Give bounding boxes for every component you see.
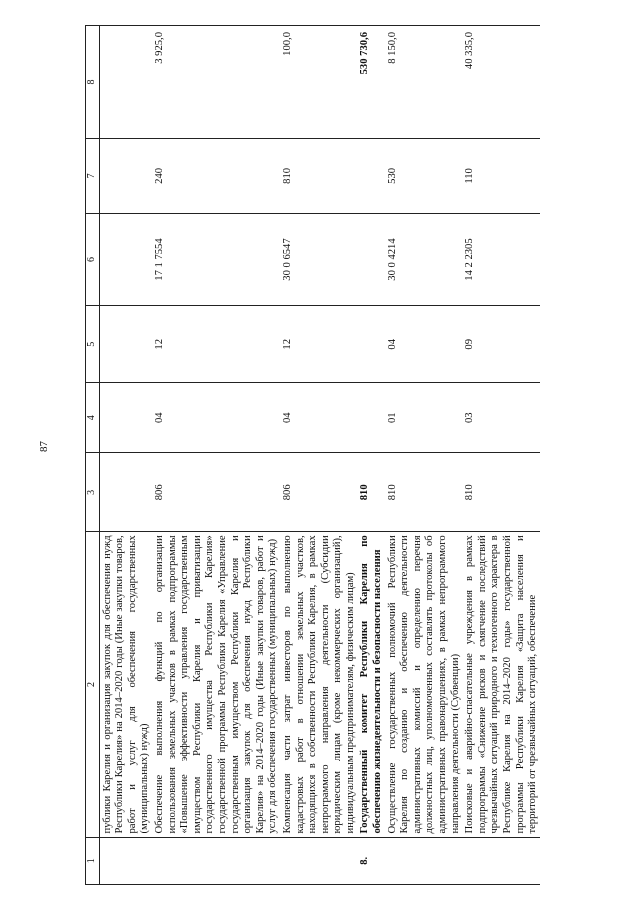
table-row [385,26,463,885]
cell-section: 01 [385,383,463,453]
cell-target: 17 1 7554 [152,213,280,306]
cell-code: 810 [357,453,384,532]
budget-table-page [85,25,600,885]
header-col-7: 7 [86,139,100,214]
column-number-header [86,26,100,885]
cell-target: 30 0 4214 [385,213,463,306]
row-number [385,837,463,884]
table-row-section [357,26,384,885]
header-col-5: 5 [86,306,100,383]
cell-expense-type: 240 [152,139,280,214]
page-number: 87 [38,441,50,452]
row-number [99,837,152,884]
cell-subsection [357,306,384,383]
row-description: Компенсация части затрат инвесторов по выполнению кадастровых работ в отношении земельных участков, находящихся в собственности Республики Карелия, в рамках непрограммого направления деятельности (Субсидии юридическим лицам (кроме некоммерческих организаций), индивидуальным предпринимателям, физическим лицам) [280,532,358,837]
cell-expense-type [357,139,384,214]
cell-target [357,213,384,306]
cell-expense-type: 530 [385,139,463,214]
cell-amount [99,26,152,139]
header-col-6: 6 [86,213,100,306]
header-col-8: 8 [86,26,100,139]
cell-section: 04 [280,383,358,453]
cell-amount: 40 335,0 [462,26,540,139]
cell-expense-type [99,139,152,214]
cell-subsection: 04 [385,306,463,383]
table-row [152,26,280,885]
row-number: 8. [357,837,384,884]
cell-code: 810 [462,453,540,532]
table-row [99,26,152,885]
cell-subsection [99,306,152,383]
cell-amount: 530 730,6 [357,26,384,139]
cell-section: 04 [152,383,280,453]
row-description: Государственный комитет Республики Карелия по обеспечению жизнедеятельности и безопасности населения [357,532,384,837]
header-col-4: 4 [86,383,100,453]
row-number [462,837,540,884]
cell-amount: 100,0 [280,26,358,139]
row-description: Осуществление государственных полномочий Республики Карелия по созданию и обеспечению деятельности административных комиссий и определению перечня должностных лиц, уполномоченных составлять протоколы об административных правонарушениях, в рамках непрограммого направления деятельности (Субвенции) [385,532,463,837]
cell-amount: 8 150,0 [385,26,463,139]
budget-table [85,25,540,885]
header-col-3: 3 [86,453,100,532]
cell-subsection: 12 [280,306,358,383]
cell-section [99,383,152,453]
row-description: Обеспечение выполнения функций по организации использования земельных участков в рамках подпрограммы «Повышение эффективности управления государственным имуществом Республики Карелия и приватизации государственного имущества Республики Карелия» государственной программы Республики Карелия «Управление государственным имуществом Республики Карелия и организация закупок для обеспечения нужд Республики Карелия» на 2014–2020 годы (Иные закупки товаров, работ и услуг для обеспечения государственных (муниципальных) нужд) [152,532,280,837]
cell-code [99,453,152,532]
cell-section: 03 [462,383,540,453]
cell-target [99,213,152,306]
cell-amount: 3 925,0 [152,26,280,139]
cell-code: 806 [152,453,280,532]
cell-code: 810 [385,453,463,532]
cell-section [357,383,384,453]
cell-target: 14 2 2305 [462,213,540,306]
table-row [280,26,358,885]
row-number [280,837,358,884]
header-col-1: 1 [86,837,100,884]
table-row [462,26,540,885]
cell-subsection: 09 [462,306,540,383]
row-number [152,837,280,884]
cell-subsection: 12 [152,306,280,383]
cell-expense-type: 810 [280,139,358,214]
cell-code: 806 [280,453,358,532]
cell-target: 30 0 6547 [280,213,358,306]
header-col-2: 2 [86,532,100,837]
row-description: Поисковые и аварийно-спасательные учреждения в рамках подпрограммы «Снижение рисков и смягчение последствий чрезвычайных ситуаций природного и техногенного характера в Республике Карелия на 2014–2020 годы» государственной программы Республики Карелия «Защита населения и территорий от чрезвычайных ситуаций, обеспечение [462,532,540,837]
row-description: публики Карелия и организация закупок для обеспечения нужд Республики Карелия» на 2014–2020 годы (Иные закупки товаров, работ и услуг для обеспечения государственных (муниципальных) нужд) [99,532,152,837]
cell-expense-type: 110 [462,139,540,214]
